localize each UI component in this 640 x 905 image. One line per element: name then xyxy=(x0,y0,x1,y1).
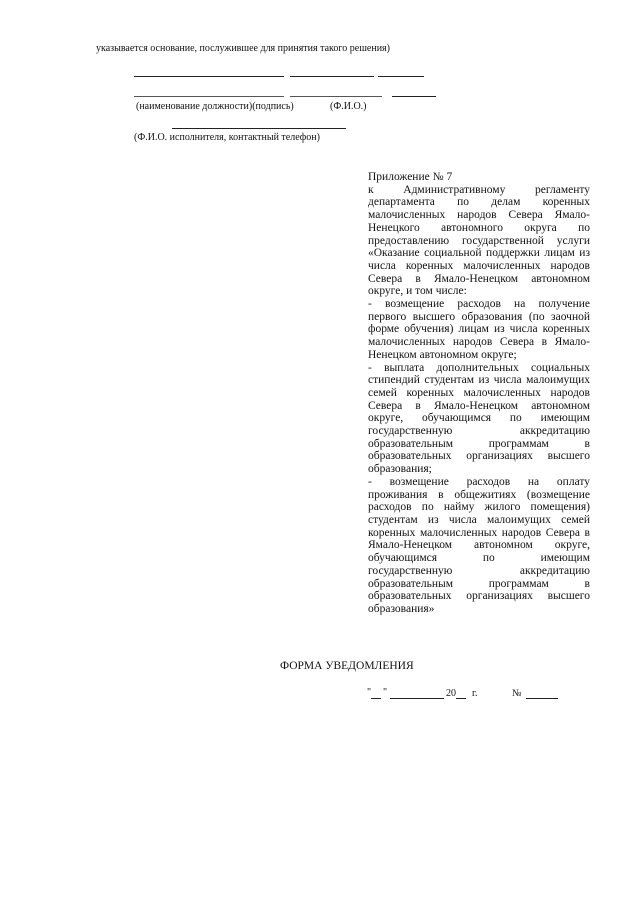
appendix-item: - возмещение расходов на получение первого высшего образования (по заочной форме обучения) лицам из числа коренных малочисленных народов Севера в Ямало-Ненецком автономном округе; xyxy=(368,298,590,361)
fio-line xyxy=(392,96,436,97)
day-line xyxy=(371,698,381,699)
position-line xyxy=(134,96,284,97)
appendix-intro: к Административному регламенту департамента по делам коренных малочисленных народов Севера Ямало-Ненецкого автономного округа по предоставлению государственной услуги «Оказание социальной поддержки лицам из числа коренных малочисленных народов Севера в Ямало-Ненецком автономном округе, и том числе: xyxy=(368,183,590,298)
signature-line-2 xyxy=(290,76,374,77)
year-line xyxy=(456,698,466,699)
appendix-block xyxy=(368,171,590,616)
sign-line xyxy=(290,96,382,97)
appendix-item: - выплата дополнительных социальных стипендий студентам из числа малоимущих семей коренных малочисленных народов Севера в Ямало-Ненецком автономном округе, обучающимся по имеющим государственную аккредитацию образовательным программам в образовательных организациях высшего образования; xyxy=(368,361,590,476)
number-label: № xyxy=(512,688,522,699)
fio-caption: (Ф.И.О.) xyxy=(330,101,367,112)
basis-note: указывается основание, послужившее для принятия такого решения) xyxy=(96,43,390,54)
number-line xyxy=(526,698,558,699)
executor-caption: (Ф.И.О. исполнителя, контактный телефон) xyxy=(134,132,320,143)
year-suffix: г. xyxy=(472,688,478,699)
signature-caption: (наименование должности)(подпись) xyxy=(136,101,294,112)
appendix-item: - возмещение расходов на оплату проживания в общежитиях (возмещение расходов по найму жилого помещения) студентам из числа малоимущих семей коренных малочисленных народов Севера в Ямало-Ненецком автономном округе, обучающимся по имеющим государственную аккредитацию образовательным программам в образовательных организациях высшего образования» xyxy=(368,475,590,615)
year-prefix: 20 xyxy=(446,688,456,699)
form-heading: ФОРМА УВЕДОМЛЕНИЯ xyxy=(280,660,414,672)
date-open-quote: " xyxy=(367,687,372,698)
month-line xyxy=(390,698,444,699)
appendix-title: Приложение № 7 xyxy=(368,171,453,183)
signature-line-3 xyxy=(378,76,424,77)
date-close-quote: " xyxy=(383,687,388,698)
executor-line xyxy=(172,128,346,129)
signature-line-1 xyxy=(134,76,284,77)
